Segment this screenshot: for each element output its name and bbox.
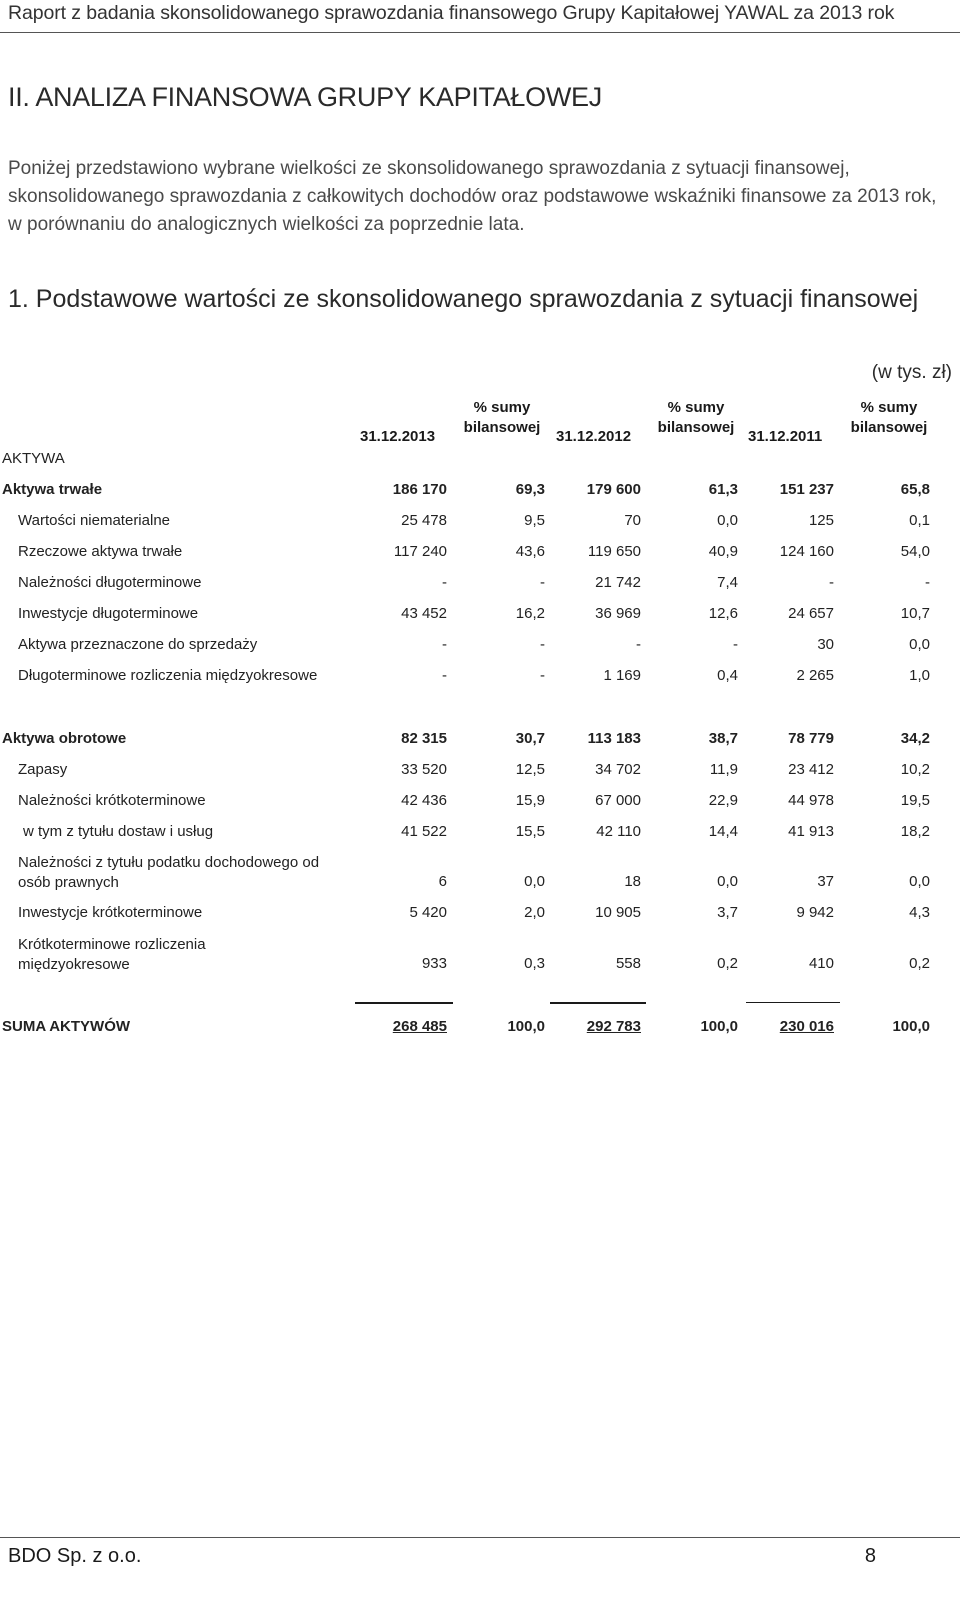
cell-value-2011: 151 237 [779, 481, 834, 498]
cell-value-2013: 25 478 [401, 512, 447, 529]
cell-value-2011: 23 412 [788, 761, 834, 778]
table-row-rzeczowe-aktywa-trwale [0, 543, 960, 565]
row-label: Aktywa obrotowe [2, 730, 127, 747]
cell-value-2013: 43 452 [401, 605, 447, 622]
cell-value-2011: 125 [808, 512, 834, 529]
cell-value-2011: 44 978 [788, 792, 834, 809]
cell-pct-2013: 0,3 [524, 955, 545, 972]
cell-pct-2012: 22,9 [708, 792, 738, 809]
cell-pct-2012: 0,4 [717, 667, 738, 684]
cell-pct-2012: 3,7 [717, 904, 738, 921]
cell-pct-2013: 15,5 [515, 823, 545, 840]
table-row-naleznosci-podatek [0, 854, 960, 895]
cell-pct-2013: 30,7 [515, 730, 545, 747]
header-divider [0, 32, 960, 33]
cell-value-2012: 113 183 [587, 730, 641, 747]
table-row-inwestycje-dlugoterminowe [0, 605, 960, 627]
cell-value-2013: - [442, 636, 447, 653]
cell-value-2012: 119 650 [587, 543, 641, 560]
cell-value-2012: 18 [624, 873, 641, 890]
table-row-naleznosci-dlugoterminowe [0, 574, 960, 596]
cell-pct-2012: 14,4 [708, 823, 738, 840]
cell-pct-2013: 16,2 [515, 605, 545, 622]
column-header-2011: 31.12.2011 [748, 428, 823, 445]
cell-value-2013: 41 522 [401, 823, 447, 840]
row-label: SUMA AKTYWÓW [2, 1018, 131, 1035]
column-header-2012: 31.12.2012 [556, 428, 632, 445]
cell-pct-2013: - [540, 636, 545, 653]
cell-value-2013: 268 485 [392, 1018, 447, 1035]
cell-value-2011: 37 [817, 873, 834, 890]
cell-pct-2013: 12,5 [515, 761, 545, 778]
cell-value-2012: 42 110 [596, 823, 641, 840]
cell-pct-2011: 54,0 [900, 543, 930, 560]
cell-pct-2011: - [925, 574, 930, 591]
cell-pct-2012: 12,6 [708, 605, 738, 622]
cell-pct-2013: 100,0 [507, 1018, 545, 1035]
cell-pct-2012: - [733, 636, 738, 653]
cell-pct-2011: 10,7 [900, 605, 930, 622]
column-header-pct-2011 [839, 398, 939, 438]
cell-pct-2011: 100,0 [892, 1018, 930, 1035]
pct-header-line1: % sumy [860, 399, 918, 416]
row-label: w tym z tytułu dostaw i usług [23, 823, 214, 840]
cell-pct-2013: - [540, 574, 545, 591]
table-row-aktywa-trwale [0, 481, 960, 503]
cell-pct-2012: 0,2 [717, 955, 738, 972]
cell-value-2011: 230 016 [779, 1018, 834, 1035]
unit-label: (w tys. zł) [871, 362, 952, 383]
row-label [18, 853, 319, 893]
cell-value-2013: 6 [438, 873, 447, 890]
row-label: Rzeczowe aktywa trwałe [18, 543, 183, 560]
page-number: 8 [864, 1545, 876, 1567]
cell-pct-2012: 61,3 [708, 481, 738, 498]
row-label: Zapasy [18, 761, 68, 778]
pct-header-line2: bilansowej [850, 419, 928, 436]
row-label: Należności długoterminowe [18, 574, 202, 591]
cell-value-2011: 24 657 [788, 605, 834, 622]
cell-value-2012: 70 [624, 512, 641, 529]
cell-value-2012: 34 702 [595, 761, 641, 778]
cell-value-2012: 292 783 [586, 1018, 641, 1035]
pct-header-line1: % sumy [473, 399, 531, 416]
column-header-2013: 31.12.2013 [360, 428, 436, 445]
cell-pct-2013: 9,5 [524, 512, 545, 529]
cell-value-2012: - [636, 636, 641, 653]
cell-value-2011: 30 [817, 636, 834, 653]
cell-pct-2012: 100,0 [700, 1018, 738, 1035]
cell-value-2013: 82 315 [401, 730, 447, 747]
cell-pct-2011: 65,8 [900, 481, 930, 498]
cell-value-2013: - [442, 667, 447, 684]
cell-value-2011: 9 942 [796, 904, 834, 921]
cell-pct-2011: 0,1 [909, 512, 930, 529]
report-header-title: Raport z badania skonsolidowanego sprawozdania finansowego Grupy Kapitałowej YAWAL za 2013 rok [8, 2, 895, 24]
column-header-pct-2013 [452, 398, 552, 438]
cell-pct-2013: 43,6 [515, 543, 545, 560]
cell-value-2012: 558 [615, 955, 641, 972]
cell-pct-2013: 69,3 [515, 481, 545, 498]
row-label: Długoterminowe rozliczenia międzyokresowe [18, 667, 318, 684]
pct-header-line2: bilansowej [657, 419, 735, 436]
cell-value-2012: 1 169 [603, 667, 641, 684]
table-row-naleznosci-krotkoterminowe [0, 792, 960, 814]
row-label: Należności krótkoterminowe [18, 792, 206, 809]
cell-pct-2011: 0,0 [909, 636, 930, 653]
footer-divider [0, 1537, 960, 1538]
cell-pct-2011: 1,0 [909, 667, 930, 684]
cell-pct-2011: 18,2 [900, 823, 930, 840]
cell-pct-2013: 15,9 [515, 792, 545, 809]
row-label: Wartości niematerialne [18, 512, 170, 529]
sum-rule-2012 [550, 1002, 646, 1004]
row-label-line2: osób prawnych [18, 874, 119, 891]
table-row-aktywa-do-sprzedazy [0, 636, 960, 658]
cell-pct-2012: 0,0 [717, 873, 738, 890]
cell-pct-2011: 10,2 [900, 761, 930, 778]
cell-pct-2011: 0,2 [909, 955, 930, 972]
cell-pct-2011: 19,5 [900, 792, 930, 809]
cell-pct-2011: 34,2 [900, 730, 930, 747]
table-row-krotkoterminowe-rozliczenia [0, 936, 960, 977]
cell-pct-2013: 0,0 [524, 873, 545, 890]
cell-pct-2012: 38,7 [708, 730, 738, 747]
sum-rule-2013 [355, 1002, 453, 1004]
sum-rule-2011 [746, 1002, 840, 1003]
table-row-zapasy [0, 761, 960, 783]
row-label [18, 935, 206, 975]
cell-pct-2012: 11,9 [709, 761, 738, 778]
table-row-aktywa-obrotowe [0, 730, 960, 752]
row-label-line2: międzyokresowe [18, 956, 130, 973]
aktywa-section-label: AKTYWA [2, 450, 65, 467]
footer-company-name: BDO Sp. z o.o. [8, 1545, 142, 1567]
section-title: II. ANALIZA FINANSOWA GRUPY KAPITAŁOWEJ [8, 82, 602, 112]
table-row-suma-aktywow [0, 1018, 960, 1040]
pct-header-line2: bilansowej [463, 419, 541, 436]
row-label: Inwestycje długoterminowe [18, 605, 199, 622]
cell-pct-2012: 40,9 [708, 543, 738, 560]
cell-value-2012: 179 600 [586, 481, 641, 498]
cell-pct-2012: 0,0 [717, 512, 738, 529]
row-label-line1: Krótkoterminowe rozliczenia [18, 936, 206, 953]
cell-value-2012: 67 000 [595, 792, 641, 809]
table-row-w-tym-dostaw-uslug [0, 823, 960, 845]
row-label: Inwestycje krótkoterminowe [18, 904, 203, 921]
cell-value-2011: 78 779 [788, 730, 834, 747]
column-header-pct-2012 [646, 398, 746, 438]
cell-value-2013: - [442, 574, 447, 591]
cell-value-2011: 41 913 [788, 823, 834, 840]
cell-value-2013: 42 436 [401, 792, 447, 809]
cell-value-2011: - [829, 574, 834, 591]
cell-pct-2012: 7,4 [717, 574, 738, 591]
cell-value-2013: 5 420 [409, 904, 447, 921]
cell-value-2011: 2 265 [796, 667, 834, 684]
row-label: Aktywa przeznaczone do sprzedaży [18, 636, 258, 653]
table-row-wartosci-niematerialne [0, 512, 960, 534]
intro-paragraph: Poniżej przedstawiono wybrane wielkości ze skonsolidowanego sprawozdania z sytuacji finansowej, skonsolidowanego sprawozdania z całkowitych dochodów oraz podstawowe wskaźniki finansowe za 2013 rok, w porównaniu do analogicznych wielkości za poprzednie lata. [8, 158, 937, 235]
row-label-line1: Należności z tytułu podatku dochodowego od [18, 854, 320, 871]
cell-value-2013: 117 240 [393, 543, 447, 560]
cell-value-2013: 933 [421, 955, 447, 972]
cell-pct-2013: - [540, 667, 545, 684]
cell-value-2013: 186 170 [392, 481, 447, 498]
subsection-heading: 1. Podstawowe wartości ze skonsolidowanego sprawozdania z sytuacji finansowej [8, 285, 919, 313]
cell-value-2013: 33 520 [401, 761, 447, 778]
table-row-inwestycje-krotkoterminowe [0, 904, 960, 926]
cell-value-2012: 36 969 [595, 605, 641, 622]
cell-pct-2011: 4,3 [909, 904, 930, 921]
cell-value-2012: 10 905 [595, 904, 641, 921]
cell-value-2012: 21 742 [595, 574, 641, 591]
cell-value-2011: 124 160 [779, 543, 834, 560]
cell-pct-2011: 0,0 [909, 873, 930, 890]
cell-value-2011: 410 [808, 955, 834, 972]
row-label: Aktywa trwałe [2, 481, 103, 498]
cell-pct-2013: 2,0 [524, 904, 545, 921]
pct-header-line1: % sumy [667, 399, 725, 416]
table-row-dlugoterminowe-rozliczenia [0, 667, 960, 689]
